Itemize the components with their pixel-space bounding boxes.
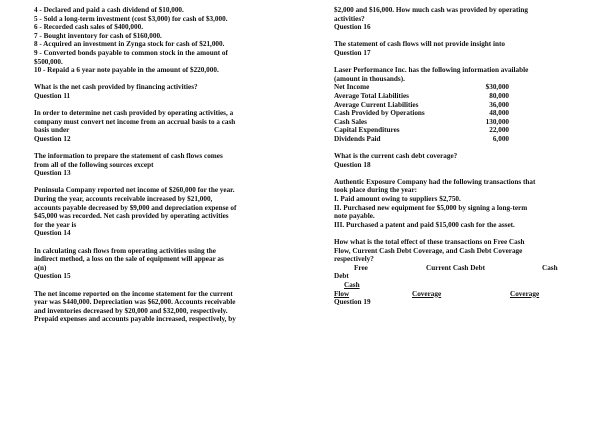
- row-value: 80,000: [489, 91, 509, 100]
- table-row: [334, 101, 579, 110]
- row-label: Dividends Paid: [334, 134, 381, 143]
- question-text: $2,000 and $16,000. How much cash was provided by operating: [334, 6, 528, 14]
- question-text: and inventories decreased by $20,000 and $32,000, respectively.: [34, 306, 228, 315]
- row-value: 6,000: [492, 134, 509, 143]
- question-text: II. Purchased new equipment for $5,000 by signing a long-term: [334, 203, 528, 212]
- answer-header-row: [334, 290, 579, 299]
- question-text: During the year, accounts receivable increased by $21,000,: [34, 195, 213, 204]
- question-text: What is the current cash debt coverage?: [334, 152, 458, 161]
- left-column: [34, 6, 274, 324]
- question-label: Question 19: [334, 298, 371, 307]
- row-value: $30,000: [485, 83, 509, 92]
- table-row: [334, 118, 579, 127]
- question-text: note payable.: [334, 212, 375, 221]
- question-text: for the year is: [34, 220, 77, 229]
- question-text: took place during the year:: [334, 186, 418, 195]
- question-label: Question 13: [34, 169, 71, 178]
- table-row: [334, 126, 579, 135]
- row-label: Average Total Liabilities: [334, 91, 409, 100]
- transaction-list: [34, 6, 274, 75]
- header-coverage-1: Coverage: [412, 289, 442, 298]
- question-text: III. Purchased a patent and paid $15,000 cash for the asset.: [334, 220, 515, 229]
- question-text: company must convert net income from an accrual basis to a cash: [34, 117, 236, 126]
- right-column: [334, 6, 579, 307]
- row-value: 48,000: [489, 109, 509, 118]
- list-item: $500,000.: [34, 57, 63, 66]
- question-text: indirect method, a loss on the sale of equipment will appear as: [34, 255, 224, 264]
- question-text: respectively?: [334, 255, 374, 264]
- question-label: Question 15: [34, 272, 71, 281]
- list-item: 9 - Converted bonds payable to common stock in the amount of: [34, 48, 228, 57]
- header-debt: Debt: [334, 272, 349, 281]
- question-text: The net income reported on the income statement for the current: [34, 289, 233, 298]
- answer-header-row: [334, 264, 579, 273]
- row-value: 130,000: [485, 117, 509, 126]
- header-cash: Cash: [542, 263, 558, 272]
- answer-header-row: [334, 281, 579, 290]
- question-text: The information to prepare the statement of cash flows comes: [34, 152, 223, 161]
- question-text: accounts payable decreased by $9,000 and depreciation expense of: [34, 203, 237, 212]
- row-label: Cash Provided by Operations: [334, 109, 425, 118]
- header-coverage-2: Coverage: [510, 289, 540, 298]
- row-value: 36,000: [489, 100, 509, 109]
- question-text: from all of the following sources except: [34, 160, 154, 169]
- question-text: Laser Performance Inc. has the following information available: [334, 66, 529, 75]
- header-current-cash-debt: Current Cash Debt: [426, 263, 485, 272]
- question-label: Question 11: [34, 91, 71, 100]
- list-item: 5 - Sold a long-term investment (cost $3,000) for cash of $3,000.: [34, 14, 228, 23]
- question-text: What is the net cash provided by financing activities?: [34, 83, 198, 92]
- table-row: [334, 109, 579, 118]
- row-label: Average Current Liabilities: [334, 100, 419, 109]
- financials-table: [334, 83, 579, 143]
- question-text: Peninsula Company reported net income of $260,000 for the year.: [34, 186, 235, 195]
- table-row: [334, 92, 579, 101]
- question-label: Question 17: [334, 48, 371, 57]
- question-text: a(n): [34, 263, 47, 272]
- question-text: $45,000 was recorded. Net cash provided by operating activities: [34, 212, 229, 221]
- list-item: 7 - Bought inventory for cash of $160,000.: [34, 31, 162, 40]
- list-item: 4 - Declared and paid a cash dividend of $10,000.: [34, 6, 184, 14]
- row-label: Cash Sales: [334, 117, 367, 126]
- question-text: The statement of cash flows will not provide insight into: [334, 40, 505, 49]
- question-text: In order to determine net cash provided by operating activities, a: [34, 109, 234, 118]
- row-label: Capital Expenditures: [334, 126, 400, 135]
- question-label: Question 12: [34, 134, 71, 143]
- question-text: Authentic Exposure Company had the following transactions that: [334, 177, 536, 186]
- row-value: 22,000: [489, 126, 509, 135]
- question-text: basis under: [34, 126, 70, 135]
- list-item: 10 - Repaid a 6 year note payable in the amount of $220,000.: [34, 66, 219, 75]
- header-cash-2: Cash: [344, 281, 360, 289]
- question-label: Question 18: [334, 160, 371, 169]
- question-text: year was $440,000. Depreciation was $62,000. Accounts receivable: [34, 298, 236, 307]
- question-text: I. Paid amount owing to suppliers $2,750.: [334, 195, 461, 204]
- table-row: [334, 135, 579, 144]
- header-flow: Flow: [334, 289, 350, 298]
- list-item: 6 - Recorded cash sales of $400,000.: [34, 23, 143, 32]
- question-label: Question 16: [334, 23, 371, 32]
- row-label: Net Income: [334, 83, 370, 92]
- question-text: How what is the total effect of these transactions on Free Cash: [334, 238, 525, 247]
- list-item: 8 - Acquired an investment in Zynga stock for cash of $21,000.: [34, 40, 225, 49]
- table-row: [334, 83, 579, 92]
- question-text: In calculating cash flows from operating activities using the: [34, 246, 216, 255]
- question-text: Prepaid expenses and accounts payable increased, respectively, by: [34, 315, 236, 324]
- question-text: activities?: [334, 14, 365, 23]
- question-text: (amount in thousands).: [334, 74, 405, 83]
- header-free: Free: [354, 263, 368, 272]
- question-label: Question 14: [34, 229, 71, 238]
- question-text: Flow, Current Cash Debt Coverage, and Cash Debt Coverage: [334, 246, 523, 255]
